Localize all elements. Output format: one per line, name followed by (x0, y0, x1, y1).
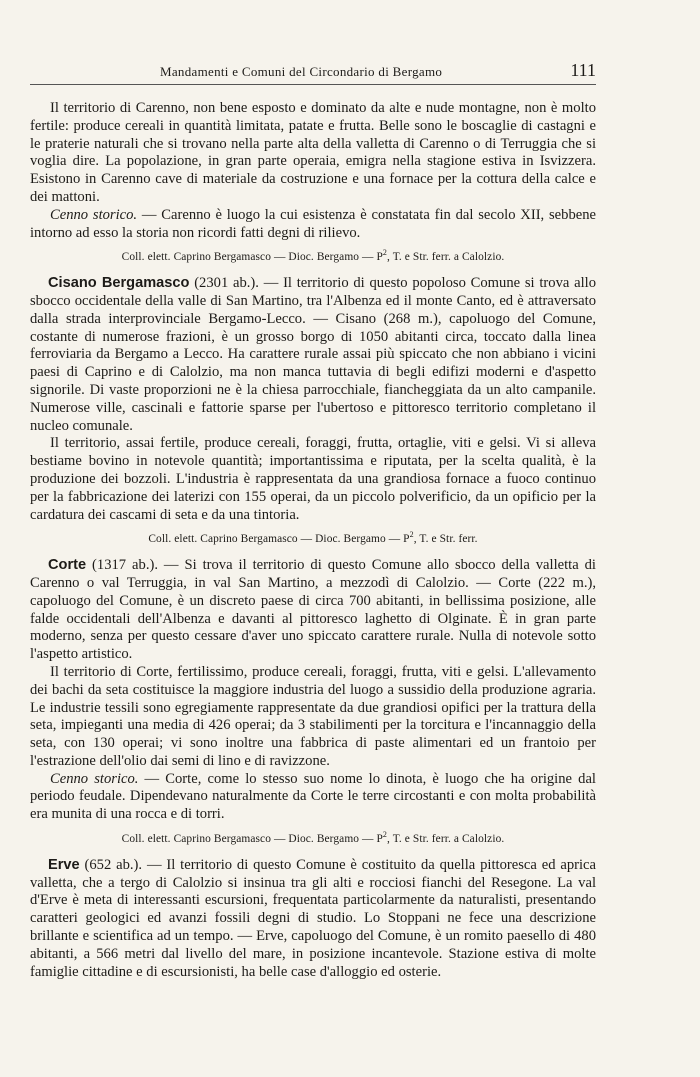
corte-section (30, 557, 596, 847)
electoral-info-superscript: 2 (382, 248, 388, 258)
cisano-intro (30, 275, 596, 435)
commune-name: Corte (48, 557, 87, 574)
carenno-historical-note (30, 207, 596, 243)
electoral-info-text: Coll. elett. Caprino Bergamasco — Dioc. Bergamo — P (121, 251, 383, 264)
corte-intro-text: — Si trova il territorio di questo Comune allo sbocco della valletta di Carenno o val Terruggia, in val San Martino, a mezzodì di Calolzio. — Corte (222 m.), capoluogo del Comune, è un discreto paese di circa 700 abitanti, in bellissima posizione, alle falde occidentali dell'Albenza e davanti al pittoresco laghetto di Olginate. È in gran parte moderno, senza per questo cessare d'aver uno spiccato carattere rurale. Nulla di notevole sotto l'aspetto artistico. (30, 557, 596, 663)
cenno-storico-text: — Corte, come lo stesso suo nome lo dinota, è luogo che ha origine dal periodo feudale. Dipendevano naturalmente da Corte le terre circostanti e con molta probabilità era munita di una rocca e di torri. (30, 770, 596, 823)
electoral-info-tail: , T. e Str. ferr. (413, 533, 478, 546)
cisano-section (30, 275, 596, 547)
page-number: 111 (570, 60, 596, 80)
electoral-info-text: Coll. elett. Caprino Bergamasco — Dioc. Bergamo — P (148, 533, 410, 546)
corte-intro (30, 557, 596, 664)
electoral-info-text: Coll. elett. Caprino Bergamasco — Dioc. Bergamo — P (121, 832, 383, 845)
commune-population: (2301 ab.). (189, 275, 259, 292)
running-header (30, 58, 596, 85)
electoral-info-line (30, 245, 596, 265)
electoral-info-tail: , T. e Str. ferr. a Calolzio. (387, 251, 505, 264)
erve-intro-text: — Il territorio di questo Comune è costituito da quella pittoresca ed aprica valletta, che a tergo di Calolzio si insinua tra gli alti e rocciosi fianchi del Resegone. La val d'Erve è meta di interessanti escursioni, frequentata particolarmente da naturalisti, presentando caratteri geologici ed avanzi fossili degni di studio. Lo Stoppani ne fece una descrizione brillante e scientifica ad un tempo. — Erve, capoluogo del Comune, è un romito paesello di 480 abitanti, a 566 metri dal livello del mare, in posizione incantevole. Stazione estiva di molte famiglie cittadine e di escursionisti, ha belle case d'alloggio ed osterie. (30, 856, 596, 980)
cenno-storico-label: Cenno storico. (50, 206, 138, 223)
erve-section (30, 857, 596, 982)
commune-name: Erve (48, 856, 80, 873)
electoral-info-superscript: 2 (409, 530, 414, 540)
header-title: Mandamenti e Comuni del Circondario di Bergamo (160, 64, 443, 79)
commune-population: (1317 ab.). (86, 557, 158, 574)
electoral-info-tail: , T. e Str. ferr. a Calolzio. (387, 832, 505, 845)
commune-name: Cisano Bergamasco (48, 275, 190, 292)
cisano-paragraph: Il territorio, assai fertile, produce cereali, foraggi, frutta, ortaglie, viti e gelsi. Vi si alleva bestiame bovino in notevole quantità; importantissima e riputata, per la scelta qualità, è la produzione dei bozzoli. L'industria è rappresentata da una grandiosa fornace a fuoco continuo per la fabbricazione dei laterizi con 155 operai, da un piccolo polverificio, da un opificio per la cardatura dei cascami di seta e da una tintoria. (30, 435, 596, 523)
carenno-paragraph: Il territorio di Carenno, non bene esposto e dominato da alte e nude montagne, non è molto fertile: produce cereali in quantità limitata, patate e frutta. Belle sono le boscaglie di castagni e le praterie naturali che si trovano nella parte alta della valletta di Carenno o di Terruggia che si voglia dire. La popolazione, in gran parte operaia, emigra nella stagione estiva in Isvizzera. Esistono in Carenno cave di materiale da costruzione e una fornace per la cottura della calce e dei mattoni. (30, 100, 596, 205)
electoral-info-superscript: 2 (382, 830, 388, 840)
corte-historical-note (30, 771, 596, 824)
erve-intro (30, 857, 596, 982)
cenno-storico-text: — Carenno è luogo la cui esistenza è constatata fin dal secolo XII, sebbene intorno ad esso la storia non ricordi fatti degni di rilievo. (30, 206, 596, 241)
corte-paragraph: Il territorio di Corte, fertilissimo, produce cereali, foraggi, frutta, viti e gelsi. L'allevamento dei bachi da seta costituisce la maggiore industria del luogo a sussidio della produzione agraria. Le industrie tessili sono egregiamente rappresentate da due grandiosi opifici per la trattura della seta, impieganti una media di 426 operai; da 3 stabilimenti per la torcitura e l'incannaggio della seta, con 130 operai; vi sono inoltre una fabbrica di paste alimentari ed un frantoio per l'estrazione dell'olio dai semi di lino e di ravizzone. (30, 663, 596, 769)
commune-population: (652 ab.). (79, 856, 143, 873)
page-content (30, 100, 596, 981)
carenno-section (30, 100, 596, 265)
electoral-info-line (30, 527, 596, 547)
cisano-intro-text: — Il territorio di questo popoloso Comune si trova allo sbocco occidentale della valle di San Martino, tra l'Albenza ed il monte Canto, ed è attraversato dalla strada interprovinciale Bergamo-Lecco. — Cisano (268 m.), capoluogo del Comune, costante di numerose frazioni, è un grosso borgo di 1050 abitanti circa, toccato dalla linea ferroviaria da Bergamo a Lecco. Ha carattere rurale assai più spiccato che non abbiano i vicini paesi di Caprino e di Calolzio, ma non manca tuttavia di begli edifizi moderni e d'aspetto signorile. Di vaste proporzioni ne è la chiesa parrocchiale, fiancheggiata da un alto campanile. Numerose ville, cascinali e fattorie sparse per l'ubertoso e pittoresco territorio completano il nucleo comunale. (30, 275, 596, 434)
electoral-info-line (30, 827, 596, 847)
cenno-storico-label: Cenno storico. (50, 770, 139, 787)
